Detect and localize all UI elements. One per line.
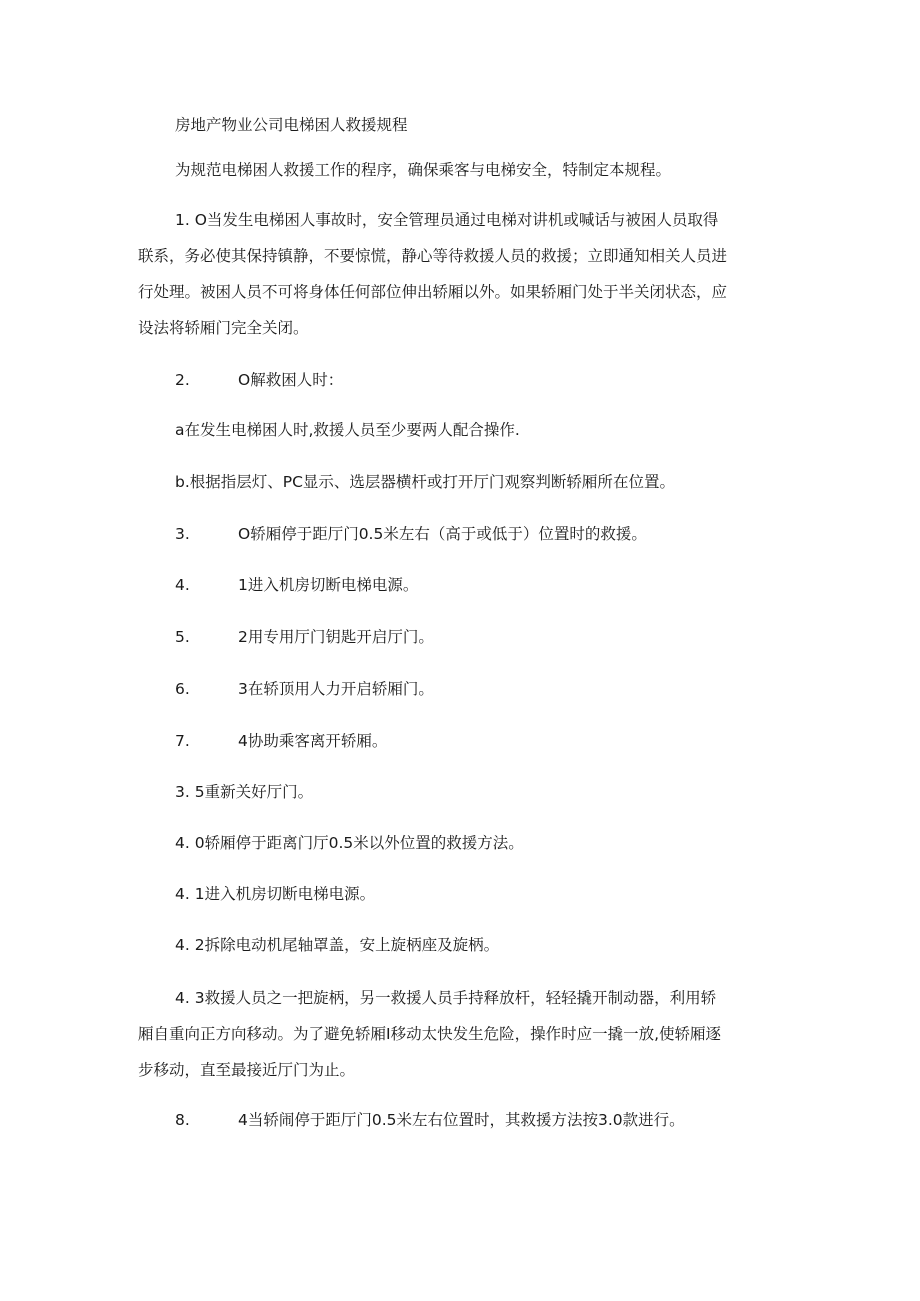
item-a: a在发生电梯困人时,救援人员至少要两人配合操作.	[175, 421, 520, 439]
section-8-text: 4当轿闹停于距厅门0.5米左右位置时，其救援方法按3.0款进行。	[238, 1111, 685, 1129]
section-4-1: 4. 1进入机房切断电梯电源。	[175, 885, 376, 903]
section-8-number: 8.	[175, 1111, 190, 1129]
paragraph-1-line-2: 联系，务必使其保持镇静，不要惊慌，静心等待救援人员的救援；立即通知相关人员进	[138, 247, 728, 265]
paragraph-4-3-line-3: 步移动，直至最接近厅门为止。	[138, 1061, 356, 1079]
section-5-text: 2用专用厅门钥匙开启厅门。	[238, 628, 434, 646]
paragraph-1-line-4: 设法将轿厢门完全关闭。	[138, 319, 309, 337]
paragraph-1-line-1: 1. O当发生电梯困人事故时，安全管理员通过电梯对讲机或喊话与被困人员取得	[175, 211, 719, 229]
paragraph-1-line-3: 行处理。被困人员不可将身体任何部位伸出轿厢以外。如果轿厢门处于半关闭状态，应	[138, 283, 728, 301]
paragraph-4-3-line-2: 厢自重向正方向移动。为了避免轿厢I移动太快发生危险，操作时应一撬一放,使轿厢逐	[138, 1025, 722, 1043]
section-3-number: 3.	[175, 525, 190, 543]
section-6-number: 6.	[175, 680, 190, 698]
section-4-2: 4. 2拆除电动机尾轴罩盖，安上旋柄座及旋柄。	[175, 936, 500, 954]
section-3-text: O轿厢停于距厅门0.5米左右（高于或低于）位置时的救援。	[238, 525, 647, 543]
section-6-text: 3在轿顶用人力开启轿厢门。	[238, 680, 434, 698]
section-2-number: 2.	[175, 371, 190, 389]
section-7-number: 7.	[175, 732, 190, 750]
document-title: 房地产物业公司电梯困人救援规程	[175, 116, 408, 134]
section-4-0: 4. 0轿厢停于距离门厅0.5米以外位置的救援方法。	[175, 834, 524, 852]
section-2-text: O解救困人时：	[238, 371, 344, 389]
section-4-text: 1进入机房切断电梯电源。	[238, 576, 419, 594]
item-b: b.根据指层灯、PC显示、选层器横杆或打开厅门观察判断轿厢所在位置。	[175, 473, 675, 491]
section-5-number: 5.	[175, 628, 190, 646]
section-4-number: 4.	[175, 576, 190, 594]
intro-paragraph: 为规范电梯困人救援工作的程序，确保乘客与电梯安全，特制定本规程。	[175, 161, 672, 179]
paragraph-4-3-line-1: 4. 3救援人员之一把旋柄，另一救援人员手持释放杆，轻轻撬开制动器，利用轿	[175, 989, 717, 1007]
section-3-5: 3. 5重新关好厅门。	[175, 783, 314, 801]
section-7-text: 4协助乘客离开轿厢。	[238, 732, 388, 750]
